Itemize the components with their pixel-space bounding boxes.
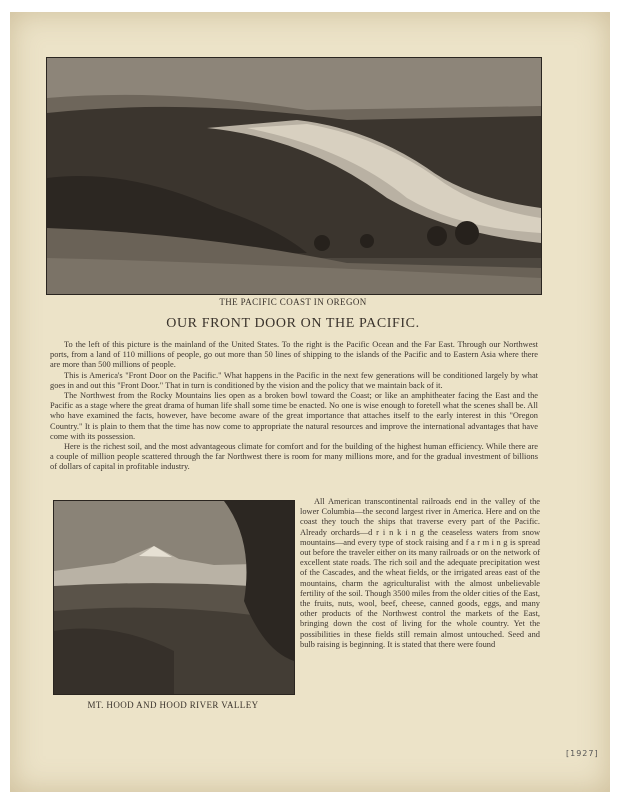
mt-hood-photo [53,500,295,695]
paragraph-2: This is America's "Front Door on the Pacific." What happens in the Pacific in the next few generations will be conditioned largely by what goes in and out this "Front Door." That in turn is conditioned by the vision and the policy that we maintain back of it. [50,370,538,390]
left-photo-caption: MT. HOOD AND HOOD RIVER VALLEY [87,700,259,710]
paragraph-3: The Northwest from the Rocky Mountains lies open as a broken bowl toward the Coast; or like an amphitheater facing the East and the Pacific as a stage where the great drama of human life shall some time be enacted. No one is wise enough to foretell what the scenes shall be. All who have examined the facts, however, have become aware of the great importance that attaches itself to the early interest in this "Oregon Country." It is plain to them that the time has now come to appropriate the natural resources and improve the international advantages that have come with its possession. [50,391,538,441]
article-title: OUR FRONT DOOR ON THE PACIFIC. [166,316,420,331]
right-column-text [300,497,540,650]
pacific-coast-photo [46,57,542,295]
article-body [50,340,538,473]
column-paragraph: All American transcontinental railroads end in the valley of the lower Columbia—the second largest river in America. Here and on the coast they touch the ships that traverse every part of the Pacific. Already orchards—d r i n k i n g the ceaseless waters from snow mountains—and every type of stock raising and f a r m i n g is spread out before the traveler either on its many railroads or on the network of excellent state roads. The rich soil and the adequate precipitation west of the Cascades, and the wheat fields, or the irrigated areas east of the mountains, charm the agriculturalist with the almost unbelievable fertility of the soil. Though 3500 miles from the older cities of the East, the fruits, nuts, wool, beef, cheese, canned goods, eggs, and many other products of the Northwest control the markets of the East, bringing down the cost of living for the whole country. Yet the possibilities in these fields still remain almost untouched. Seed and bulb raising is beginning. It is stated that there were found [300,497,540,649]
date-stamp: [1927] [566,749,599,758]
paragraph-4: Here is the richest soil, and the most advantageous climate for comfort and for the building of the highest human efficiency. While there are a couple of million people scattered through the far Northwest there is room for many millions more, and for the gradual investment of billions of dollars of capital in profitable industry. [50,442,538,472]
top-photo-caption: THE PACIFIC COAST IN OREGON [219,297,367,307]
paragraph-1: To the left of this picture is the mainland of the United States. To the right is the Pacific Ocean and the Far East. Through our Northwest ports, from a land of 110 millions of people, go out more than 50 lines of shipping to the islands of the Pacific and to Eastern Asia where there are more than 500 millions of people. [50,340,538,370]
